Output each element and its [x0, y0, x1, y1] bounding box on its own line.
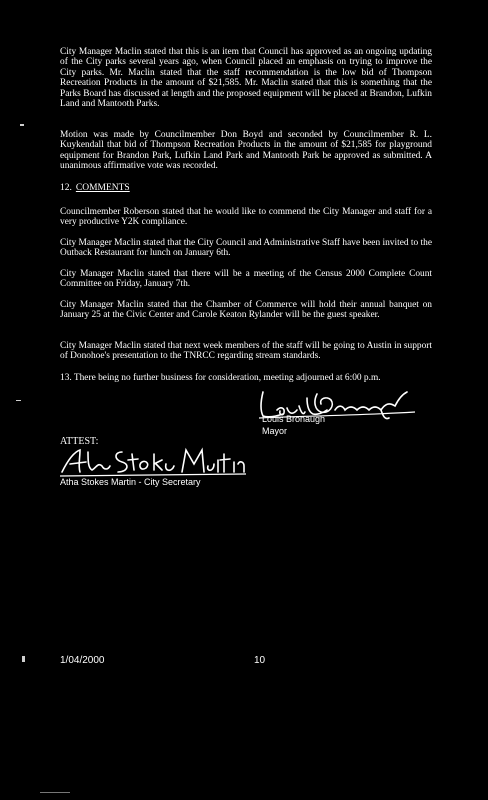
city-secretary-signature-image	[58, 444, 248, 478]
paragraph-chamber: City Manager Maclin stated that the Chamber of Commerce will hold their annual banquet on January 25 at the Civic Center and Carole Keaton Rylander will be the guest speaker.	[60, 300, 432, 321]
scan-speck	[16, 400, 21, 401]
paragraph-motion: Motion was made by Councilmember Don Boyd and seconded by Councilmember R. L. Kuykendall that bid of Thompson Recreation Products in the amount of $21,585 for playground equipment for Brandon Park, Lufkin Land Park and Mantooth Park be approved as submitted. A unanimous affirmative vote was recorded.	[60, 130, 432, 172]
section-number: 12.	[60, 183, 72, 193]
scan-speck	[40, 792, 70, 793]
paragraph-austin: City Manager Maclin stated that next week members of the staff will be going to Austin in support of Donohoe's presentation to the TNRCC regarding stream standards.	[60, 341, 432, 362]
paragraph-parks-recommendation: City Manager Maclin stated that this is an item that Council has approved as an ongoing updating of the City parks several years ago, when Council placed an emphasis on trying to improve the City parks. Mr. Maclin stated that the staff recommendation is the low bid of Thompson Recreation Products in the amount of $21,585. Mr. Maclin stated that this is something that the Parks Board has discussed at length and the proposed equipment will be placed at Brandon, Lufkin Land and Mantooth Parks.	[60, 47, 432, 110]
city-secretary-name: Atha Stokes Martin - City Secretary	[60, 477, 201, 487]
paragraph-y2k: Councilmember Roberson stated that he would like to commend the City Manager and staff for a very productive Y2K compliance.	[60, 207, 432, 228]
scan-speck	[22, 656, 25, 662]
mayor-title: Mayor	[262, 426, 288, 436]
footer-date: 1/04/2000	[60, 655, 105, 666]
footer-page-number: 10	[254, 655, 266, 666]
mayor-name: Louis Bronaugh	[262, 414, 326, 424]
attest-label: ATTEST:	[60, 436, 99, 447]
section-heading-comments	[60, 183, 130, 193]
scan-speck	[20, 124, 24, 126]
paragraph-census: City Manager Maclin stated that there will be a meeting of the Census 2000 Complete Count Committee on Friday, January 7th.	[60, 269, 432, 290]
section-label: COMMENTS	[75, 183, 130, 193]
paragraph-outback: City Manager Maclin stated that the City Council and Administrative Staff have been invited to the Outback Restaurant for lunch on January 6th.	[60, 238, 432, 259]
paragraph-adjourned: 13. There being no further business for consideration, meeting adjourned at 6:00 p.m.	[60, 373, 381, 383]
